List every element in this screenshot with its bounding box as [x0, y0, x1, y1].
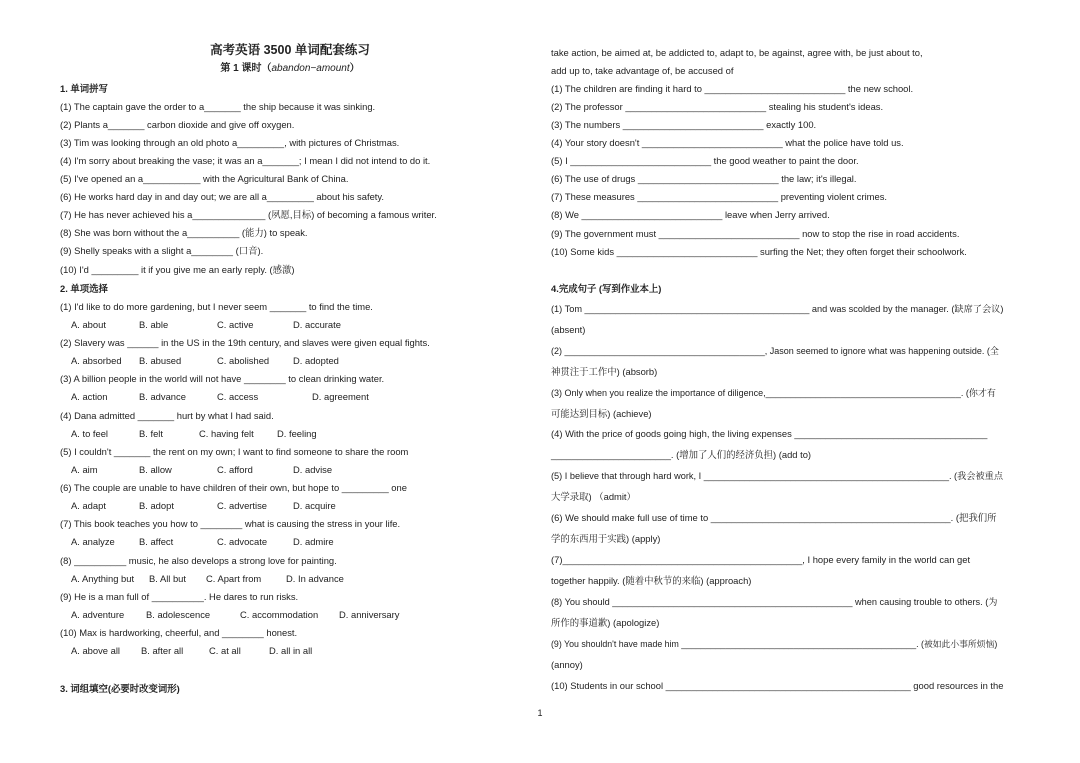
choice-question: (1) I'd like to do more gardening, but I never seem _______ to find the time. — [60, 301, 373, 312]
section2-heading: 2. 单项选择 — [60, 283, 108, 294]
option-c: C. active — [217, 319, 254, 330]
sentence-line: 大学录取) （admit） — [551, 491, 636, 502]
phrase-item: (2) The professor ___________________________ stealing his student's ideas. — [551, 101, 884, 112]
section1-heading: 1. 单词拼写 — [60, 83, 108, 94]
sentence-line: (7)______________________________________________, I hope every family in the world can get — [551, 554, 971, 565]
choice-question: (6) The couple are unable to have children of their own, but hope to _________ one — [60, 482, 407, 493]
sentence-line: (9) You shouldn't have made him ________________________________________________. (被如此小事所烦恼) — [551, 639, 998, 649]
option-c: C. afford — [217, 464, 253, 475]
option-b: B. adolescence — [146, 609, 211, 620]
option-b: B. adopt — [139, 500, 174, 511]
choice-question: (8) __________ music, he also develops a strong love for painting. — [60, 555, 337, 566]
worksheet-title: 高考英语 3500 单词配套练习 — [210, 43, 370, 57]
phrase-item: (4) Your story doesn't ___________________________ what the police have told us. — [551, 137, 904, 148]
section3-heading: 3. 词组填空(必要时改变词形) — [60, 683, 180, 694]
spelling-item: (3) Tim was looking through an old photo a_________, with pictures of Christmas. — [60, 137, 400, 148]
option-c: C. at all — [209, 645, 241, 656]
choice-question: (4) Dana admitted _______ hurt by what I had said. — [60, 410, 274, 421]
option-a: A. analyze — [71, 536, 115, 547]
choice-question: (2) Slavery was ______ in the US in the 19th century, and slaves were given equal fights. — [60, 337, 430, 348]
section4-heading: 4.完成句子 (写到作业本上) — [551, 283, 662, 294]
option-b: B. abused — [139, 355, 182, 366]
sentence-line: _______________________. (增加了人们的经济负担) (add to) — [551, 449, 812, 460]
option-d: D. anniversary — [339, 609, 400, 620]
option-b: B. able — [139, 319, 169, 330]
phrase-item: (5) I ___________________________ the good weather to paint the door. — [551, 155, 859, 166]
sentence-line: (6) We should make full use of time to ______________________________________________. (把我们所 — [551, 512, 997, 523]
option-b: B. All but — [149, 573, 187, 584]
phrase-item: (1) The children are finding it hard to ___________________________ the new school. — [551, 83, 914, 94]
phrase-bank-line: add up to, take advantage of, be accused of — [551, 65, 734, 76]
choice-question: (10) Max is hardworking, cheerful, and ________ honest. — [60, 627, 298, 638]
phrase-bank-line: take action, be aimed at, be addicted to, adapt to, be against, agree with, be just about to, — [551, 47, 923, 58]
phrase-item: (8) We ___________________________ leave when Jerry arrived. — [551, 209, 830, 220]
option-d: D. all in all — [269, 645, 313, 656]
sentence-line: (4) With the price of goods going high, the living expenses _____________________________________ — [551, 428, 988, 439]
option-c: C. accommodation — [240, 609, 319, 620]
sentence-line: 学的东西用于实践) (apply) — [551, 533, 661, 544]
phrase-item: (6) The use of drugs ___________________________ the law; it's illegal. — [551, 173, 857, 184]
sentence-line: 神贯注于工作中) (absorb) — [551, 366, 658, 377]
option-d: D. feeling — [277, 428, 317, 439]
option-b: B. advance — [139, 391, 186, 402]
spelling-item: (1) The captain gave the order to a_______ the ship because it was sinking. — [60, 101, 376, 112]
option-d: D. accurate — [293, 319, 341, 330]
option-c: C. access — [217, 391, 259, 402]
spelling-item: (10) I'd _________ it if you give me an early reply. (感激) — [60, 264, 295, 275]
option-d: D. acquire — [293, 500, 336, 511]
option-a: A. action — [71, 391, 108, 402]
spelling-item: (9) Shelly speaks with a slight a________ (口音). — [60, 245, 264, 256]
spelling-item: (4) I'm sorry about breaking the vase; it was an a_______; I mean I did not intend to do it. — [60, 155, 431, 166]
lesson-subtitle — [60, 63, 520, 75]
sentence-line: (annoy) — [551, 659, 583, 670]
choice-question: (3) A billion people in the world will not have ________ to clean drinking water. — [60, 373, 385, 384]
option-a: A. about — [71, 319, 106, 330]
option-c: C. abolished — [217, 355, 270, 366]
option-d: D. agreement — [312, 391, 369, 402]
choice-question: (7) This book teaches you how to ________ what is causing the stress in your life. — [60, 518, 401, 529]
option-a: A. aim — [71, 464, 98, 475]
sentence-line: 可能达到目标) (achieve) — [551, 408, 652, 419]
option-c: C. advertise — [217, 500, 268, 511]
option-d: D. admire — [293, 536, 334, 547]
spelling-item: (2) Plants a_______ carbon dioxide and give off oxygen. — [60, 119, 295, 130]
page-number: 1 — [537, 708, 543, 718]
option-d: D. adopted — [293, 355, 339, 366]
option-b: B. affect — [139, 536, 174, 547]
option-b: B. after all — [141, 645, 184, 656]
spelling-item: (6) He works hard day in and day out; we are all a_________ about his safety. — [60, 191, 384, 202]
choice-question: (5) I couldn't _______ the rent on my own; I want to find someone to share the room — [60, 446, 409, 457]
option-a: A. adapt — [71, 500, 106, 511]
option-c: C. having felt — [199, 428, 254, 439]
sentence-line: (1) Tom ____________________________________________ and was scolded by the manager. (缺席了会议) — [551, 304, 1004, 314]
sentence-line: (8) You should _______________________________________________ when causing trouble to others. (为 — [551, 597, 998, 607]
sentence-line: (absent) — [551, 324, 586, 335]
sentence-line: (3) Only when you realize the importance of diligence,_______________________________________. (你才有 — [551, 388, 996, 398]
option-d: D. In advance — [286, 573, 344, 584]
option-a: A. to feel — [71, 428, 109, 439]
option-c: C. advocate — [217, 536, 268, 547]
option-a: A. absorbed — [71, 355, 122, 366]
choice-question: (9) He is a man full of __________. He dares to run risks. — [60, 591, 299, 602]
spelling-item: (7) He has never achieved his a______________ (夙愿,目标) of becoming a famous writer. — [60, 209, 437, 220]
spelling-item: (8) She was born without the a__________ (能力) to speak. — [60, 227, 308, 238]
option-b: B. felt — [139, 428, 163, 439]
option-a: A. adventure — [71, 609, 125, 620]
phrase-item: (7) These measures ___________________________ preventing violent crimes. — [551, 191, 887, 202]
option-a: A. above all — [71, 645, 120, 656]
phrase-item: (3) The numbers ___________________________ exactly 100. — [551, 119, 817, 130]
subtitle-range: abandon−amount — [271, 63, 350, 74]
sentence-line: (2) ________________________________________, Jason seemed to ignore what was happening outside. (全 — [551, 346, 999, 356]
option-c: C. Apart from — [206, 573, 262, 584]
spelling-item: (5) I've opened an a___________ with the Agricultural Bank of China. — [60, 173, 349, 184]
option-d: D. advise — [293, 464, 333, 475]
option-a: A. Anything but — [71, 573, 135, 584]
phrase-item: (10) Some kids ___________________________ surfing the Net; they often forget their schoolwork. — [551, 246, 967, 257]
option-b: B. allow — [139, 464, 172, 475]
phrase-item: (9) The government must ___________________________ now to stop the rise in road accidents. — [551, 228, 960, 239]
sentence-line: (5) I believe that through hard work, I ________________________________________________. (我会被重点 — [551, 471, 1004, 481]
sentence-line: (10) Students in our school _______________________________________________ good resources in the — [551, 680, 1004, 691]
sentence-line: together happily. (随着中秋节的来临) (approach) — [551, 575, 752, 586]
subtitle-end: ） — [349, 63, 360, 74]
subtitle-main: 第 1 课时（ — [220, 63, 272, 74]
sentence-line: 所作的事道歉) (apologize) — [551, 617, 660, 628]
